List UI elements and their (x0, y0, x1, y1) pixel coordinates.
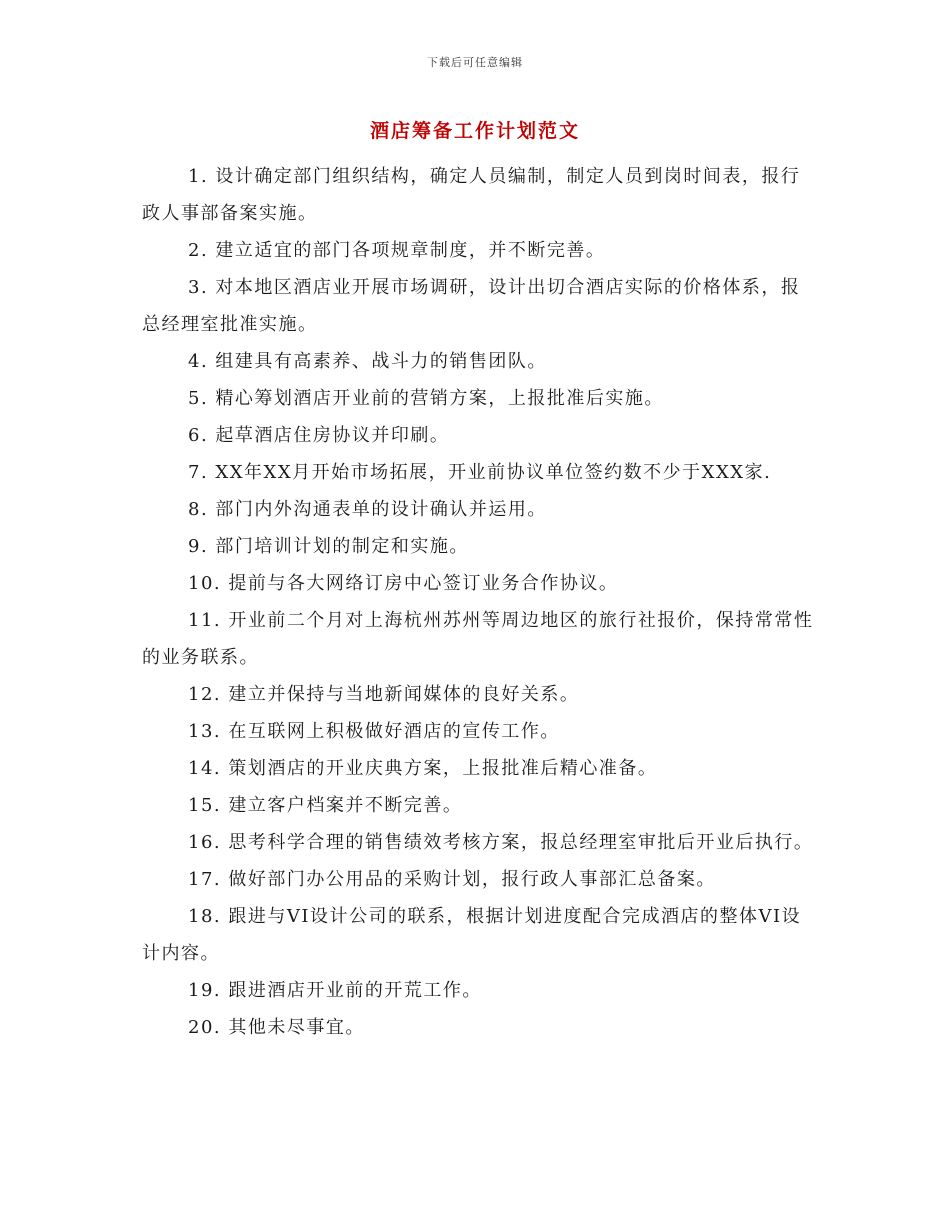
document-body (142, 158, 814, 1046)
list-item: 16. 思考科学合理的销售绩效考核方案，报总经理室审批后开业后执行。 (188, 832, 814, 853)
list-item: 20. 其他未尽事宜。 (188, 1017, 365, 1038)
list-item: 7. XX年XX月开始市场拓展，开业前协议单位签约数不少于XXX家. (188, 462, 772, 483)
list-item: 1. 设计确定部门组织结构，确定人员编制，制定人员到岗时间表，报行政人事部备案实施。 (142, 166, 801, 224)
list-item: 13. 在互联网上积极做好酒店的宣传工作。 (188, 721, 560, 742)
list-item: 18. 跟进与VI设计公司的联系，根据计划进度配合完成酒店的整体VI设计内容。 (142, 906, 802, 964)
list-item: 11. 开业前二个月对上海杭州苏州等周边地区的旅行社报价，保持常常性的业务联系。 (142, 610, 814, 668)
list-item: 10. 提前与各大网络订房中心签订业务合作协议。 (188, 573, 619, 594)
list-item: 2. 建立适宜的部门各项规章制度，并不断完善。 (188, 240, 606, 261)
list-item: 17. 做好部门办公用品的采购计划，报行政人事部汇总备案。 (188, 869, 716, 890)
list-item: 9. 部门培训计划的制定和实施。 (188, 536, 469, 557)
list-item: 19. 跟进酒店开业前的开荒工作。 (188, 980, 482, 1001)
list-item: 4. 组建具有高素养、战斗力的销售团队。 (188, 351, 547, 372)
page-header: 下载后可任意编辑 (427, 56, 523, 69)
list-item: 15. 建立客户档案并不断完善。 (188, 795, 463, 816)
list-item: 8. 部门内外沟通表单的设计确认并运用。 (188, 499, 547, 520)
list-item: 6. 起草酒店住房协议并印刷。 (188, 425, 450, 446)
list-item: 12. 建立并保持与当地新闻媒体的良好关系。 (188, 684, 580, 705)
list-item: 5. 精心筹划酒店开业前的营销方案，上报批准后实施。 (188, 388, 664, 409)
list-item: 3. 对本地区酒店业开展市场调研，设计出切合酒店实际的价格体系，报总经理室批准实施。 (142, 277, 801, 335)
list-item: 14. 策划酒店的开业庆典方案，上报批准后精心准备。 (188, 758, 658, 779)
document-title: 酒店筹备工作计划范文 (369, 120, 580, 142)
